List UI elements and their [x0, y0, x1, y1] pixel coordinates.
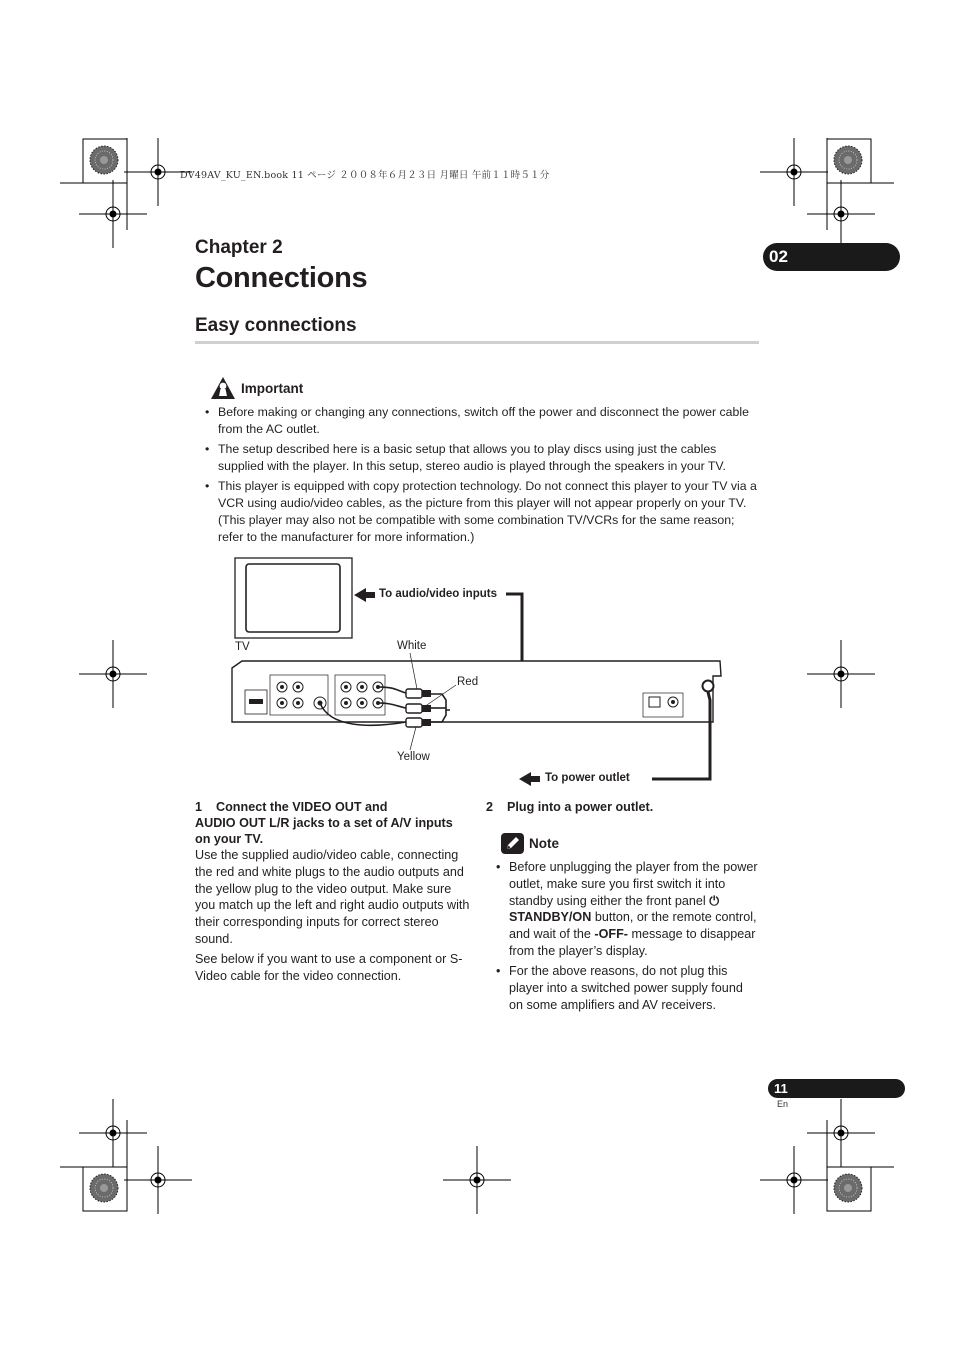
step2-heading	[486, 799, 653, 815]
to-power-outlet-label: To power outlet	[545, 772, 630, 784]
section-title: Easy connections	[195, 315, 357, 336]
tv-label: TV	[235, 641, 250, 653]
to-av-inputs-label: To audio/video inputs	[379, 588, 497, 600]
step1-heading-line: AUDIO OUT L/R jacks to a set of A/V inputs	[195, 816, 453, 830]
player-rear-panel	[232, 661, 721, 722]
step1-heading-line: Connect the VIDEO OUT and	[216, 800, 388, 814]
off-message: -OFF-	[594, 927, 628, 942]
important-list	[203, 404, 763, 549]
section-rule	[195, 341, 759, 344]
arrow-left-icon	[519, 772, 540, 786]
print-header: DV49AV_KU_EN.book 11 ページ ２００８年６月２３日 月曜日 午前１１時５１分	[180, 170, 550, 181]
step1-paragraph: Use the supplied audio/video cable, connecting the red and white plugs to the audio outputs and the yellow plug to the video output. Make sure you match up the left and right audio outputs with their corresponding inputs for correct stereo sound.	[195, 848, 470, 946]
warning-icon	[210, 376, 236, 400]
step1-body	[195, 847, 471, 987]
connection-diagram	[220, 550, 740, 795]
chapter-label: Chapter 2	[195, 237, 283, 258]
note-title: Note	[529, 836, 559, 851]
page-number-tab: 11	[768, 1079, 905, 1098]
step2-number: 2	[486, 800, 494, 814]
note-item: • For the above reasons, do not plug this player into a switched power supply found on some amplifiers and AV receivers.	[494, 963, 760, 1013]
important-title: Important	[241, 381, 304, 396]
important-item: • This player is equipped with copy protection technology. Do not connect this player to your TV via a VCR using audio/video cables, as the picture from this player will not appear properly on your TV. (This player may also not be compatible with some combination TV/VCRs for the same reason; refer to the manufacturer for more information.)	[203, 478, 763, 545]
rca-plug-white	[406, 689, 431, 698]
chapter-tab: 02	[763, 243, 900, 271]
red-label: Red	[457, 676, 479, 688]
power-icon: ⏻	[709, 893, 720, 908]
note-text: button, or the remote control, and wait of the	[509, 910, 757, 942]
rca-plug-yellow	[406, 718, 431, 727]
standby-label: STANDBY/ON	[509, 910, 592, 925]
tv-illustration	[235, 558, 352, 638]
note-text: message to disappear from the player’s display.	[509, 927, 756, 958]
arrow-left-icon	[354, 588, 375, 602]
note-item	[494, 859, 760, 960]
note-pencil-icon	[501, 833, 524, 854]
step1-heading	[195, 799, 475, 847]
step1-number: 1	[195, 800, 203, 814]
important-item: • Before making or changing any connections, switch off the power and disconnect the power cable from the AC outlet.	[203, 404, 763, 438]
step2-heading-text: Plug into a power outlet.	[507, 800, 654, 814]
important-item: • The setup described here is a basic setup that allows you to play discs using just the cables supplied with the player. In this setup, stereo audio is played through the speakers in your TV.	[203, 441, 763, 475]
white-label: White	[397, 640, 427, 652]
language-label: En	[777, 1099, 789, 1109]
step1-paragraph: See below if you want to use a component or S-Video cable for the video connection.	[195, 951, 463, 983]
note-list	[494, 859, 760, 1017]
page-title: Connections	[195, 262, 368, 294]
yellow-label: Yellow	[397, 751, 430, 763]
note-text: Before unplugging the player from the power outlet, make sure you first switch it into standby using either the front panel	[509, 860, 758, 908]
step1-heading-line: on your TV.	[195, 832, 264, 846]
rca-plug-red	[406, 704, 431, 713]
